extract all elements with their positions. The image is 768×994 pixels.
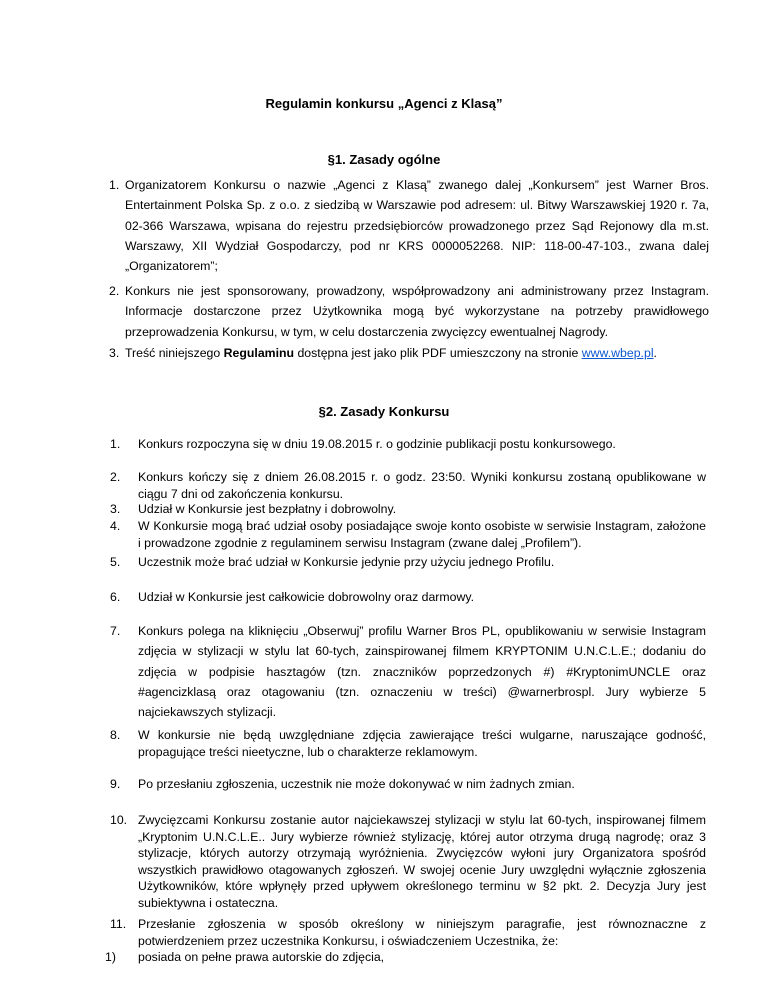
section-1-item-2 <box>109 281 709 342</box>
section-2-item-1: 1. Konkurs rozpoczyna się w dniu 19.08.2015 r. o godzinie publikacji postu konkursowego. <box>110 437 616 451</box>
item-text: Uczestnik może brać udział w Konkursie jedynie przy użyciu jednego Profilu. <box>138 555 555 569</box>
section-2-heading: §2. Zasady Konkursu <box>318 404 450 419</box>
section-2-item-10: 10. Zwycięzcami Konkursu zostanie autor najciekawszej stylizacji w stylu lat 60-tych, inspirowanej filmem „Kryptonim U.N.C.L.E.. Jury wybierze również stylizację, której autor otrzyma drugą nagrodę; oraz 3 stylizacje, których autorzy otrzymają wyróżnienia. Zwycięzców wyłoni jury Organizatora spośród wszystkich prawidłowo otagowanych zgłoszeń. W swojej ocenie Jury uwzględni wyłącznie zgłoszenia Użytkowników, które wpłynęły przed upływem określonego terminu w §2 pkt. 2. Decyzja Jury jest subiektywna i ostateczna. <box>110 813 706 910</box>
section-2-item-9: 9. Po przesłaniu zgłoszenia, uczestnik nie może dokonywać w nim żadnych zmian. <box>110 777 575 791</box>
section-2-item-11: 11. Przesłanie zgłoszenia w sposób określony w niniejszym paragrafie, jest równoznaczne z potwierdzeniem przez uczestnika Konkursu, i oświadczeniem Uczestnika, że: <box>110 917 706 948</box>
section-2-item-3: 3. Udział w Konkursie jest bezpłatny i dobrowolny. <box>110 502 397 516</box>
section-1-item-3: 3. Treść niniejszego Regulaminu dostępna jest jako plik PDF umieszczony na stronie www.wbep.pl. <box>109 343 709 363</box>
section-2-item-6: 6. Udział w Konkursie jest całkowicie dobrowolny oraz darmowy. <box>110 590 475 604</box>
item-text: dostępna jest jako plik PDF umieszczony na stronie <box>294 346 582 360</box>
item-text: Konkurs nie jest sponsorowany, prowadzony, współprowadzony ani administrowany przez Instagram. Informacje dostarczone przez Użytkownika mogą być wykorzystane na potrzeby prawidłowego przeprowadzenia Konkursu, w tym, w celu dostarczenia zwycięzcy ewentualnej Nagrody. <box>125 284 709 339</box>
regulamin-bold-text: Regulaminu <box>223 346 295 360</box>
section-2-item-5: 5. Uczestnik może brać udział w Konkursie jedynie przy użyciu jednego Profilu. <box>110 555 555 569</box>
section-2-item-7: 7. Konkurs polega na kliknięciu „Obserwuj” profilu Warner Bros PL, opublikowaniu w serwisie Instagram zdjęcia w stylizacji w stylu lat 60-tych, zainspirowanej filmem KRYPTONIM U.N.C.L.E.; dodaniu do zdjęcia w podpisie hasztagów (tzn. znaczników poprzedzonych #) #KryptonimUNCLE oraz #agencizklasą oraz otagowaniu (tzn. oznaczeniu w treści) @warnerbrospl. Jury wybierze 5 najciekawszych stylizacji. <box>110 624 706 720</box>
item-number: 3. <box>109 346 120 360</box>
section-1-item-1 <box>109 175 709 276</box>
item-text: Treść niniejszego <box>125 346 224 360</box>
section-1-heading: §1. Zasady ogólne <box>327 152 441 167</box>
item-text: Udział w Konkursie jest bezpłatny i dobrowolny. <box>138 502 397 516</box>
item-text: Organizatorem Konkursu o nazwie „Agenci z Klasą” zwanego dalej „Konkursem” jest Warner Bros. Entertainment Polska Sp. z o.o. z siedzibą w Warszawie pod adresem: ul. Bitwy Warszawskiej 1920 r. 7a, 02-366 Warszawa, wpisana do rejestru przedsiębiorców prowadzonego przez Sąd Rejonowy dla m.st. Warszawy, XII Wydział Gospodarczy, pod nr KRS 0000052268. NIP: 118-00-47-103., zwana dalej „Organizatorem”; <box>125 178 709 274</box>
item-text: posiada on pełne prawa autorskie do zdjęcia, <box>138 950 385 964</box>
item-text: Konkurs polega na kliknięciu „Obserwuj” profilu Warner Bros PL, opublikowaniu w serwisie Instagram zdjęcia w stylizacji w stylu lat 60-tych, zainspirowanej filmem KRYPTONIM U.N.C.L.E.; dodaniu do zdjęcia w podpisie hasztagów (tzn. znaczników poprzedzonych #) #KryptonimUNCLE oraz #agencizklasą oraz otagowaniu (tzn. oznaczeniu w treści) @warnerbrospl. Jury wybierze 5 najciekawszych stylizacji. <box>138 624 706 720</box>
item-text: W Konkursie mogą brać udział osoby posiadające swoje konto osobiste w serwisie Instagram, założone i prowadzone zgodnie z regulaminem serwisu Instagram (zwane dalej „Profilem”). <box>138 519 706 550</box>
item-text: Konkurs kończy się z dniem 26.08.2015 r. o godz. 23:50. Wyniki konkursu zostaną opublikowane w ciągu 7 dni od zakończenia konkursu. <box>138 470 706 501</box>
item-text: Zwycięzcami Konkursu zostanie autor najciekawszej stylizacji w stylu lat 60-tych, inspirowanej filmem „Kryptonim U.N.C.L.E.. Jury wybierze również stylizację, której autor otrzyma drugą nagrodę; oraz 3 stylizacje, których autorzy otrzymają wyróżnienia. Zwycięzców wyłoni jury Organizatora spośród wszystkich prawidłowo otagowanych zgłoszeń. W swojej ocenie Jury uwzględni wyłącznie zgłoszenia Użytkowników, które wpłynęły przed upływem określonego terminu w §2 pkt. 2. Decyzja Jury jest subiektywna i ostateczna. <box>138 813 706 910</box>
document-title: Regulamin konkursu „Agenci z Klasą” <box>265 96 503 111</box>
item-text: W konkursie nie będą uwzględniane zdjęcia zawierające treści wulgarne, naruszające godność, propagujące treści nieetyczne, lub o charakterze reklamowym. <box>138 728 706 759</box>
wbep-link[interactable]: www.wbep.pl <box>581 346 654 360</box>
item-text: Udział w Konkursie jest całkowicie dobrowolny oraz darmowy. <box>138 590 475 604</box>
section-2-item-2: 2. Konkurs kończy się z dniem 26.08.2015 r. o godz. 23:50. Wyniki konkursu zostaną opublikowane w ciągu 7 dni od zakończenia konkursu. <box>110 470 706 501</box>
section-2-item-8: 8. W konkursie nie będą uwzględniane zdjęcia zawierające treści wulgarne, naruszające godność, propagujące treści nieetyczne, lub o charakterze reklamowym. <box>110 728 706 759</box>
item-number: 2. <box>109 284 120 298</box>
item-text: Po przesłaniu zgłoszenia, uczestnik nie może dokonywać w nim żadnych zmian. <box>138 777 575 791</box>
section-2-subitem-1: 1) posiada on pełne prawa autorskie do zdjęcia, <box>105 950 385 964</box>
item-text: Konkurs rozpoczyna się w dniu 19.08.2015 r. o godzinie publikacji postu konkursowego. <box>138 437 616 451</box>
item-number: 1. <box>109 178 120 192</box>
section-2-item-4: 4. W Konkursie mogą brać udział osoby posiadające swoje konto osobiste w serwisie Instagram, założone i prowadzone zgodnie z regulaminem serwisu Instagram (zwane dalej „Profilem”). <box>110 519 706 550</box>
item-text: Przesłanie zgłoszenia w sposób określony w niniejszym paragrafie, jest równoznaczne z potwierdzeniem przez uczestnika Konkursu, i oświadczeniem Uczestnika, że: <box>138 917 706 948</box>
